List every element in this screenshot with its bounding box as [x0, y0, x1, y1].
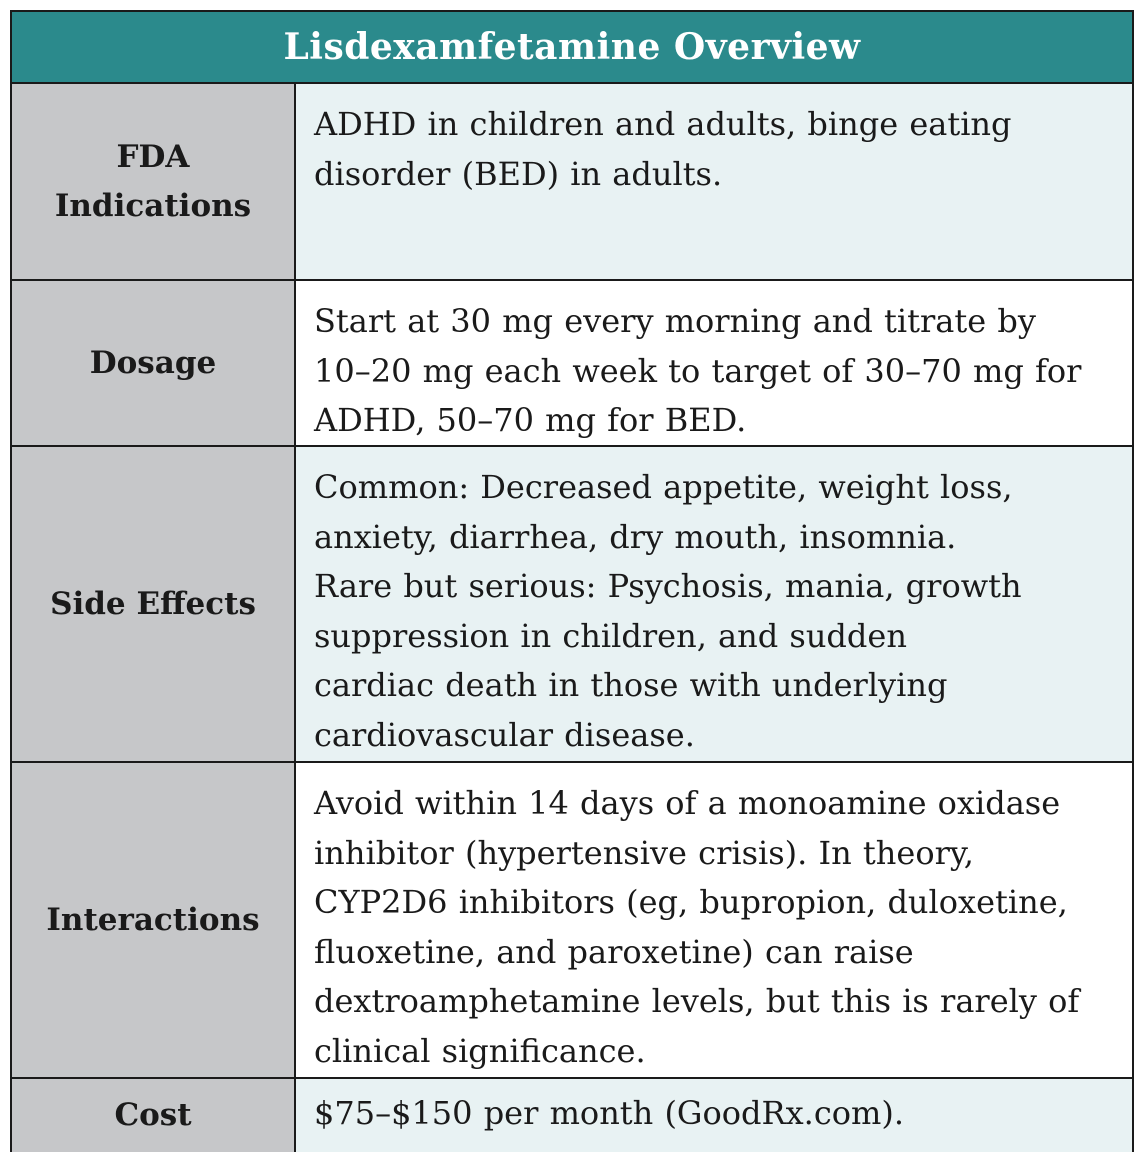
row-label-dosage [12, 281, 296, 447]
row-content-side-effects: Common: Decreased appetite, weight loss, anxiety, diarrhea, dry mouth, insomnia. Rare but serious: Psychosis, mania, growth suppression in children, and sudden cardiac death in those with underlying cardiovascular disease. [296, 447, 1132, 763]
row-label-interactions [12, 763, 296, 1079]
row-label-fda-indications [12, 84, 296, 281]
row-label-text: Side Effects [50, 585, 256, 622]
row-label-cost [12, 1079, 296, 1152]
row-label-text: Interactions [46, 901, 260, 938]
row-content-fda-indications: ADHD in children and adults, binge eating disorder (BED) in adults. [296, 84, 1132, 281]
row-label-text: Dosage [89, 344, 217, 381]
row-label-text: FDA Indications [54, 138, 252, 224]
overview-table [10, 10, 1134, 1152]
row-label-side-effects [12, 447, 296, 763]
row-label-text: Cost [114, 1097, 192, 1133]
row-content-interactions: Avoid within 14 days of a monoamine oxidase inhibitor (hypertensive crisis). In theory, CYP2D6 inhibitors (eg, bupropion, duloxetine, fluoxetine, and paroxetine) can raise dextroamphetamine levels, but this is rarely of clinical significance. [296, 763, 1132, 1079]
row-content-dosage: Start at 30 mg every morning and titrate by 10–20 mg each week to target of 30–70 mg for ADHD, 50–70 mg for BED. [296, 281, 1132, 447]
table-title: Lisdexamfetamine Overview [12, 12, 1132, 84]
row-content-cost: $75–$150 per month (GoodRx.com). [296, 1079, 1132, 1152]
